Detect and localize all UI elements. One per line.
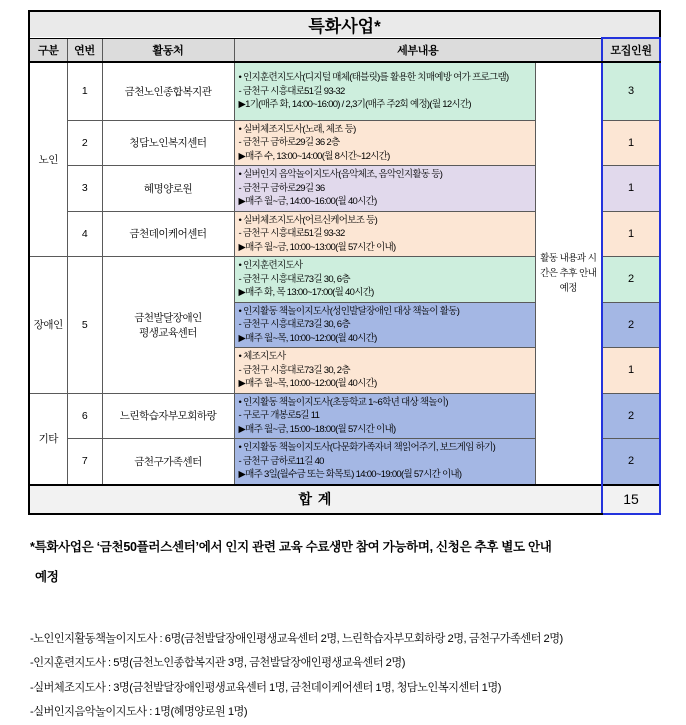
recruit-summary-list	[30, 627, 680, 725]
cell-place: 금천데이케어센터	[102, 211, 234, 257]
cell-recruit-count: 2	[602, 302, 660, 348]
cell-no: 4	[67, 211, 102, 257]
cell-place: 금천구가족센터	[102, 439, 234, 485]
cell-place: 혜명양로원	[102, 166, 234, 212]
cell-detail	[234, 393, 535, 439]
col-header-recruit: 모집인원	[602, 38, 660, 62]
detail-line: • 인지활동 책놀이지도사(초등학교 1~6학년 대상 책놀이)	[238, 396, 448, 408]
place-line: 금천발달장애인	[134, 311, 202, 324]
table-header-row	[29, 38, 660, 62]
detail-line: ▶매주 월~목, 10:00~12:00(월 40시간)	[238, 378, 377, 389]
cell-no: 3	[67, 166, 102, 212]
detail-line: - 금천구 금하로29길 36 2층	[238, 137, 340, 148]
group-label-disabled: 장애인	[29, 257, 67, 394]
col-header-place: 활동처	[102, 38, 234, 62]
detail-line: ▶매주 월~금, 14:00~16:00(월 40시간)	[238, 196, 377, 207]
total-value: 15	[602, 485, 660, 514]
group-label-senior: 노인	[29, 62, 67, 257]
document-page	[0, 10, 686, 718]
detail-line: - 금천구 시흥대로73길 30, 6층	[238, 273, 350, 285]
table-row-1	[29, 62, 660, 120]
cell-no: 7	[67, 439, 102, 485]
cell-place	[102, 257, 234, 394]
group-label-etc: 기타	[29, 393, 67, 485]
cell-detail	[234, 302, 535, 348]
detail-line: - 금천구 시흥대로51길 93-32	[238, 228, 345, 239]
detail-line: ▶매주 3일(월수금 또는 화목토) 14:00~19:00(월 57시간 이내)	[238, 469, 462, 480]
detail-line: • 인지활동 책놀이지도사(다문화가족자녀 책읽어주기, 보드게임 하기)	[238, 442, 496, 453]
cell-detail	[234, 166, 535, 212]
detail-line: ▶매주 월~목, 10:00~12:00(월 40시간)	[238, 332, 377, 344]
cell-recruit-count: 3	[602, 62, 660, 120]
summary-line-3: -실버체조지도사 : 3명(금천발달장애인평생교육센터 1명, 금천데이케어센터 1명, 청담노인복지센터 1명)	[30, 681, 501, 694]
summary-line-1: -노인인지활동책놀이지도사 : 6명(금천발달장애인평생교육센터 2명, 느린학습자부모회하랑 2명, 금천구가족센터 2명)	[30, 632, 563, 645]
detail-line: ▶매주 월~금, 15:00~18:00(월 57시간 이내)	[238, 423, 396, 435]
cell-detail	[234, 257, 535, 303]
cell-place: 느린학습자부모회하랑	[102, 393, 234, 439]
cell-no: 1	[67, 62, 102, 120]
cell-detail	[234, 439, 535, 485]
cell-no: 5	[67, 257, 102, 394]
cell-recruit-count: 2	[602, 439, 660, 485]
detail-line: - 금천구 금하로11길 40	[238, 455, 324, 467]
footnote-line-2: 예정	[35, 569, 59, 584]
cell-recruit-count: 1	[602, 120, 660, 166]
footnote-line-1: *특화사업은 ‘금천50플러스센터’에서 인지 관련 교육 수료생만 참여 가능하며, 신청은 추후 별도 안내	[30, 539, 552, 554]
col-header-category: 구분	[29, 38, 67, 62]
detail-line: - 구로구 개봉로5길 11	[238, 410, 320, 421]
col-header-details: 세부내용	[234, 38, 602, 62]
detail-line: - 금천구 시흥대로73길 30, 2층	[238, 364, 350, 376]
cell-recruit-count: 1	[602, 211, 660, 257]
cell-detail	[234, 211, 535, 257]
cell-detail	[234, 62, 535, 120]
detail-line: - 금천구 금하로29길 36	[238, 182, 325, 194]
special-projects-table	[28, 10, 661, 515]
cell-recruit-count: 1	[602, 348, 660, 394]
detail-line: ▶매주 화, 목 13:00~17:00(월 40시간)	[238, 287, 374, 298]
cell-detail	[234, 120, 535, 166]
table-title-row	[29, 11, 660, 38]
cell-place: 금천노인종합복지관	[102, 62, 234, 120]
summary-line-2: -인지훈련지도사 : 5명(금천노인종합복지관 3명, 금천발달장애인평생교육센터 2명)	[30, 657, 405, 669]
total-label: 합 계	[29, 485, 602, 514]
cell-detail	[234, 348, 535, 394]
footnote-bold	[30, 532, 662, 592]
summary-line-4: -실버인지음악놀이지도사 : 1명(혜명양로원 1명)	[30, 706, 248, 718]
col-header-no: 연번	[67, 38, 102, 62]
detail-line: - 금천구 시흥대로51길 93-32	[238, 85, 345, 97]
detail-line: • 인지훈련지도사(디지털 매체(태블릿)를 활용한 치매예방 여가 프로그램)	[238, 72, 509, 83]
detail-line: • 실버인지 음악놀이지도사(음악체조, 음악인지활동 등)	[238, 169, 443, 180]
cell-recruit-count: 1	[602, 166, 660, 212]
table-total-row	[29, 485, 660, 514]
schedule-note-cell: 활동 내용과 시간은 추후 안내 예정	[535, 62, 602, 485]
detail-line: - 금천구 시흥대로73길 30, 6층	[238, 319, 350, 330]
detail-line: • 체조지도사	[238, 351, 286, 362]
cell-recruit-count: 2	[602, 257, 660, 303]
cell-no: 2	[67, 120, 102, 166]
table-title: 특화사업*	[29, 11, 660, 38]
place-line: 평생교육센터	[139, 326, 197, 339]
detail-line: ▶매주 수, 13:00~14:00(월 8시간~12시간)	[238, 150, 390, 162]
cell-place: 청담노인복지센터	[102, 120, 234, 166]
detail-line: • 실버체조지도사(어르신케어보조 등)	[238, 214, 378, 226]
cell-recruit-count: 2	[602, 393, 660, 439]
detail-line: • 실버체조지도사(노래, 체조 등)	[238, 123, 356, 135]
detail-line: ▶1기(매주 화, 14:00~16:00) / 2,3기(매주 주2회 예정)(월 12시간)	[238, 99, 471, 110]
detail-line: • 인지활동 책놀이지도사(성인발달장애인 대상 책놀이 활동)	[238, 305, 460, 317]
detail-line: • 인지훈련지도사	[238, 260, 303, 271]
detail-line: ▶매주 월~금, 10:00~13:00(월 57시간 이내)	[238, 241, 396, 253]
cell-no: 6	[67, 393, 102, 439]
